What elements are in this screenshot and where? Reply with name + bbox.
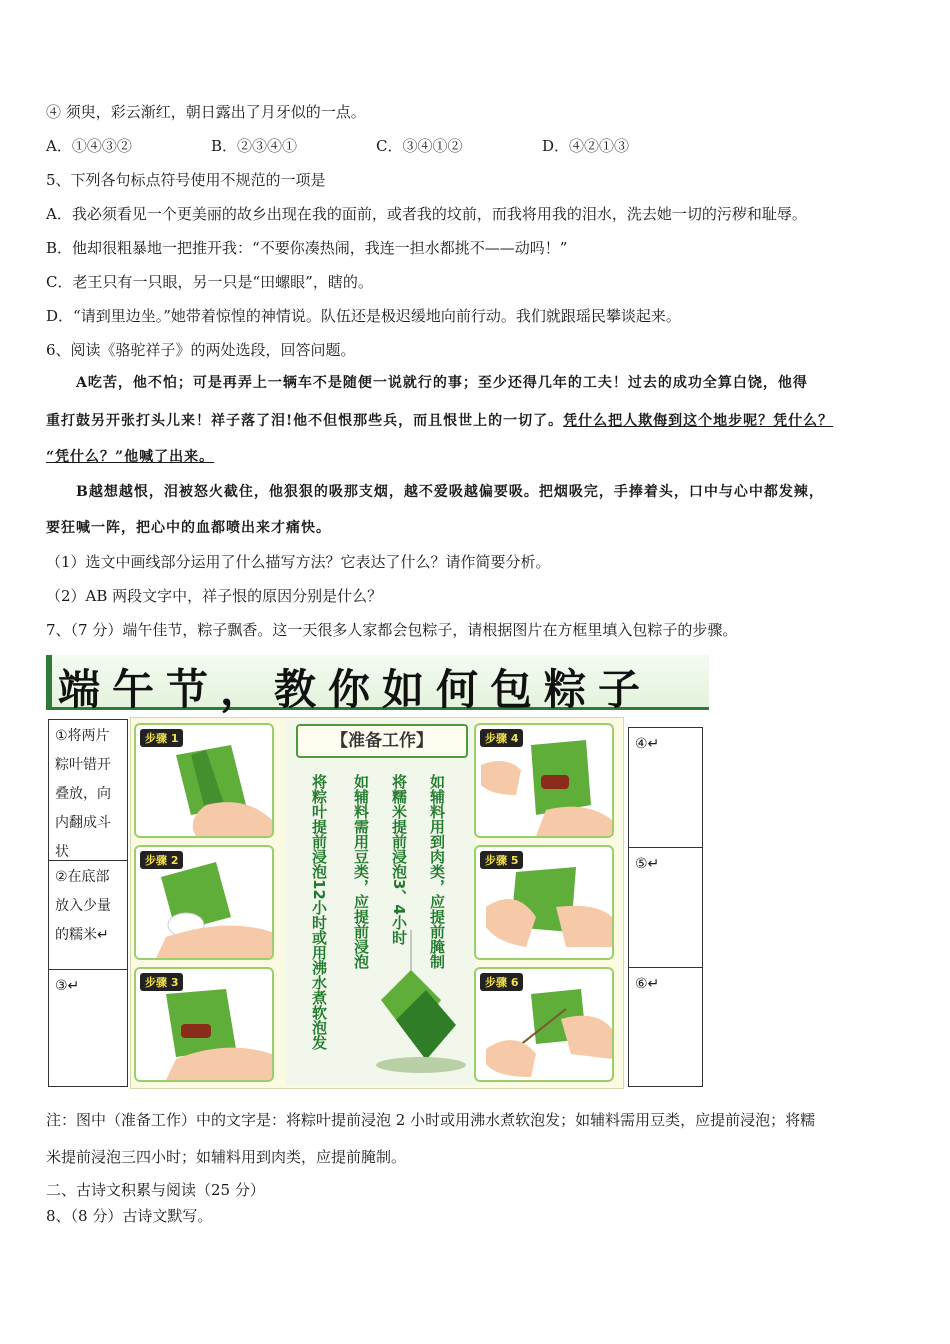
answer-box-3[interactable] bbox=[48, 969, 128, 1087]
answer-box-6-text: ⑥↵ bbox=[635, 976, 660, 992]
q4-option-b: B．②③④① bbox=[211, 137, 298, 155]
step-2-card bbox=[134, 845, 274, 960]
answer-box-5-text: ⑤↵ bbox=[635, 856, 660, 872]
answer-box-3-text: ③↵ bbox=[55, 978, 80, 994]
answer-box-1 bbox=[48, 719, 128, 861]
step-6-card bbox=[474, 967, 614, 1082]
q7-stem: 7、（7 分）端午佳节，粽子飘香。这一天很多人家都会包粽子，请根据图片在方框里填入包粽子的步骤。 bbox=[46, 621, 738, 639]
q4-item-4: ④ 须臾，彩云渐红，朝日露出了月牙似的一点。 bbox=[46, 103, 366, 121]
q5-option-b: B．他却很粗暴地一把推开我：“不要你凑热闹，我连一担水都挑不——动吗！” bbox=[46, 239, 568, 257]
q4-options bbox=[46, 136, 629, 156]
zongzi-figure bbox=[46, 655, 706, 1090]
step-6-badge: 步骤 6 bbox=[480, 973, 523, 991]
q5-option-a: A．我必须看见一个更美丽的故乡出现在我的面前，或者我的坟前，而我将用我的泪水，洗去她一切的污秽和耻辱。 bbox=[46, 205, 807, 223]
prep-column-1: 将粽叶提前浸泡12小时或用沸水煮软泡发 bbox=[310, 774, 328, 1050]
step-4-badge: 步骤 4 bbox=[480, 729, 523, 747]
step-5-badge: 步骤 5 bbox=[480, 851, 523, 869]
section-2-heading: 二、古诗文积累与阅读（25 分） bbox=[46, 1181, 265, 1199]
passage-a-line-1: A吃苦，他不怕；可是再弄上一辆车不是随便一说就行的事；至少还得几年的工夫！过去的成功全算白饶，他得 bbox=[76, 375, 808, 391]
q6-stem: 6、阅读《骆驼祥子》的两处选段，回答问题。 bbox=[46, 341, 356, 359]
passage-a-line-2 bbox=[46, 411, 833, 431]
answer-box-1-text: ①将两片粽叶错开叠放，向内翻成斗状 bbox=[55, 728, 111, 860]
step-1-badge: 步骤 1 bbox=[140, 729, 183, 747]
step-3-badge: 步骤 3 bbox=[140, 973, 183, 991]
answer-box-4[interactable] bbox=[628, 727, 703, 848]
prep-column-2: 如辅料需用豆类，应提前浸泡 bbox=[352, 774, 370, 969]
q7-note-line-2: 米提前浸泡三四小时；如辅料用到肉类，应提前腌制。 bbox=[46, 1148, 407, 1166]
passage-b-line-1: B越想越恨，泪被怒火截住，他狠狠的吸那支烟，越不爱吸越偏要吸。把烟吸完，手捧着头，口中与心中都发辣， bbox=[76, 484, 824, 500]
q6-sub-question-2: （2）AB 两段文字中，祥子恨的原因分别是什么？ bbox=[46, 587, 383, 605]
answer-box-6[interactable] bbox=[628, 967, 703, 1087]
passage-b-line-2: 要狂喊一阵，把心中的血都喷出来才痛快。 bbox=[46, 520, 331, 536]
step-4-card bbox=[474, 723, 614, 838]
q4-option-d: D．④②①③ bbox=[542, 137, 630, 155]
passage-a-text: 重打鼓另开张打头儿来！祥子落了泪!他不但恨那些兵，而且恨世上的一切了。 bbox=[46, 413, 564, 429]
q5-option-c: C．老王只有一只眼，另一只是“田螺眼”，瞎的。 bbox=[46, 273, 373, 291]
figure-title: 端午节，教你如何包粽子 bbox=[58, 665, 653, 714]
q4-option-a: A．①④③② bbox=[46, 137, 132, 155]
q5-option-d: D．“请到里边坐。”她带着惊惶的神情说。队伍还是极迟缓地向前行动。我们就跟瑶民攀谈起来。 bbox=[46, 307, 681, 325]
prep-panel bbox=[286, 720, 476, 1085]
passage-a-underlined-2: “凭什么？”他喊了出来。 bbox=[46, 449, 215, 465]
q4-option-c: C．③④①② bbox=[376, 137, 463, 155]
prep-column-4: 如辅料用到肉类，应提前腌制 bbox=[428, 774, 446, 969]
zongzi-illustration bbox=[371, 930, 471, 1075]
step-3-card bbox=[134, 967, 274, 1082]
figure-title-banner bbox=[46, 655, 709, 714]
passage-a-underlined-1: 凭什么把人欺侮到这个地步呢？凭什么？ bbox=[563, 413, 834, 429]
prep-column-3: 将糯米提前浸泡3、4小时 bbox=[390, 774, 408, 945]
answer-box-4-text: ④↵ bbox=[635, 736, 660, 752]
prep-title: 【准备工作】 bbox=[296, 724, 468, 758]
answer-box-2-text: ②在底部放入少量的糯米↵ bbox=[55, 869, 111, 943]
step-2-badge: 步骤 2 bbox=[140, 851, 183, 869]
q6-sub-question-1: （1）选文中画线部分运用了什么描写方法？它表达了什么？请作简要分析。 bbox=[46, 553, 551, 571]
answer-box-2 bbox=[48, 860, 128, 970]
q5-stem: 5、下列各句标点符号使用不规范的一项是 bbox=[46, 171, 326, 189]
q7-note-line-1: 注：图中（准备工作）中的文字是：将粽叶提前浸泡 2 小时或用沸水煮软泡发；如辅料需用豆类，应提前浸泡；将糯 bbox=[46, 1111, 816, 1129]
step-1-card bbox=[134, 723, 274, 838]
q8-stem: 8、（8 分）古诗文默写。 bbox=[46, 1207, 213, 1225]
step-5-card bbox=[474, 845, 614, 960]
answer-box-5[interactable] bbox=[628, 847, 703, 968]
